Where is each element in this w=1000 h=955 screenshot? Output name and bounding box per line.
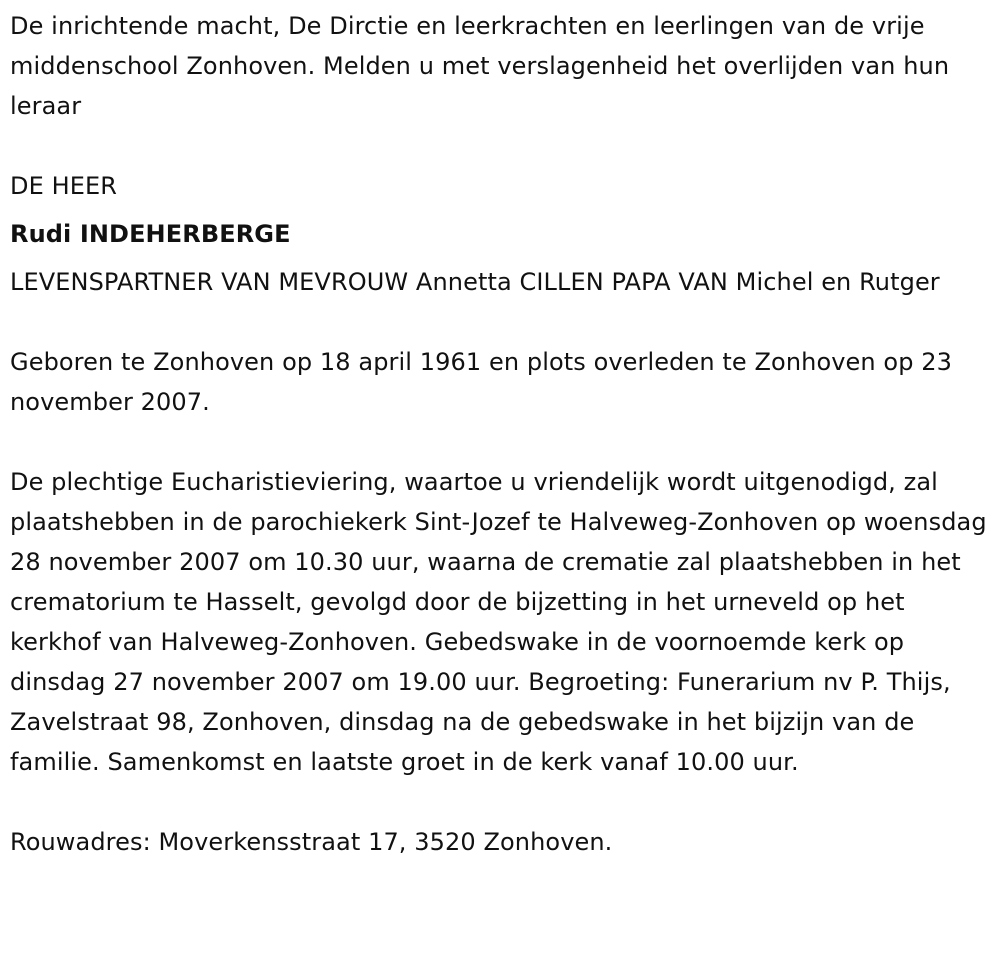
birth-death-paragraph: Geboren te Zonhoven op 18 april 1961 en plots overleden te Zonhoven op 23 november 2007. — [10, 348, 953, 416]
title-line: DE HEER — [10, 172, 118, 200]
ceremony-paragraph: De plechtige Eucharistieviering, waartoe u vriendelijk wordt uitgenodigd, zal plaatshebben in de parochiekerk Sint-Jozef te Halveweg-Zonhoven op woensdag 28 november 2007 om 10.30 uur, waarna de crematie zal plaatshebben in het crematorium te Hasselt, gevolgd door de bijzetting in het urneveld op het kerkhof van Halveweg-Zonhoven. Gebedswake in de voornoemde kerk op dinsdag 27 november 2007 om 19.00 uur. Begroeting: Funerarium nv P. Thijs, Zavelstraat 98, Zonhoven, dinsdag na de gebedswake in het bijzijn van de familie. Samenkomst en laatste groet in de kerk vanaf 10.00 uur. — [10, 468, 987, 776]
relations-paragraph: LEVENSPARTNER VAN MEVROUW Annetta CILLEN PAPA VAN Michel en Rutger — [10, 268, 940, 296]
intro-paragraph: De inrichtende macht, De Dirctie en leerkrachten en leerlingen van de vrije middenschool Zonhoven. Melden u met verslagenheid het overlijden van hun leraar — [10, 12, 950, 120]
address-paragraph: Rouwadres: Moverkensstraat 17, 3520 Zonhoven. — [10, 828, 613, 856]
deceased-name: Rudi INDEHERBERGE — [10, 220, 291, 248]
